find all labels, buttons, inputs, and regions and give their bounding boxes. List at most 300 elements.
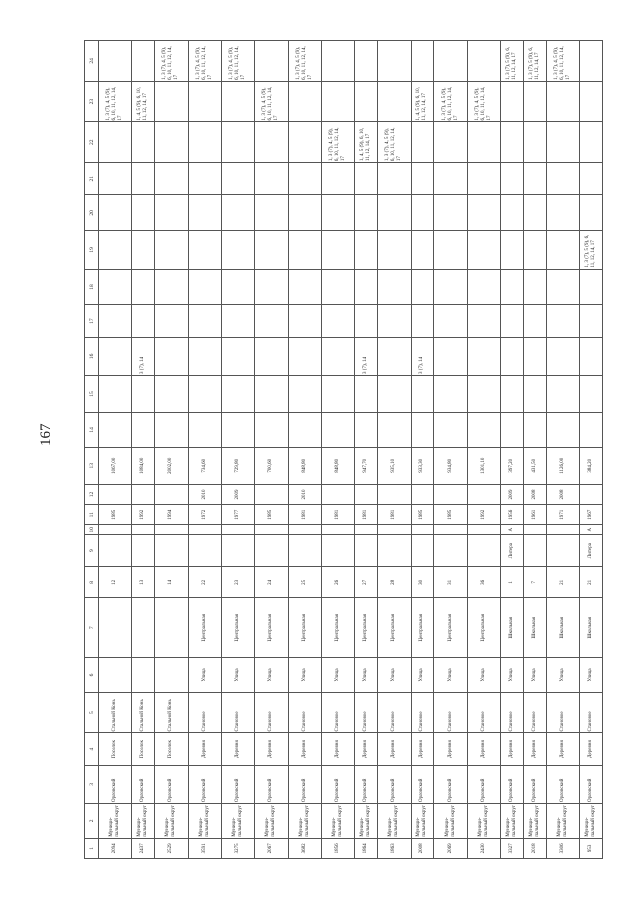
table-cell	[355, 484, 378, 504]
table-cell	[321, 375, 354, 412]
table-cell: Улица	[255, 658, 288, 693]
table-cell	[99, 122, 132, 163]
table-cell	[255, 413, 288, 448]
table-cell: 1, 3 (7), 4, 5 (9), 6, 10, 11, 12, 14, 17	[288, 41, 321, 82]
column-header: 3	[85, 765, 99, 803]
table-cell: Улица	[321, 658, 354, 693]
table-cell: Муници-пальный округ	[288, 804, 321, 839]
table-cell: Становое	[546, 692, 579, 733]
table-cell: Деревня	[411, 733, 434, 765]
table-cell	[99, 231, 132, 269]
table-cell: 2067	[255, 838, 288, 858]
table-cell	[155, 337, 188, 375]
table-cell	[523, 413, 546, 448]
table-cell	[321, 195, 354, 231]
table-cell: 1, 3 (7), 4, 5 (9), 6, 10, 11, 12, 14, 17	[255, 81, 288, 122]
column-header: 2	[85, 804, 99, 839]
table-cell	[155, 598, 188, 658]
table-cell	[378, 41, 411, 82]
table-cell: Улица	[546, 658, 579, 693]
table-cell: Деревня	[321, 733, 354, 765]
table-row	[378, 41, 411, 859]
table-cell	[467, 41, 500, 82]
table-cell: Улица	[378, 658, 411, 693]
table-cell: Муници-пальный округ	[99, 804, 132, 839]
table-cell	[467, 534, 500, 566]
table-cell: 7	[523, 567, 546, 598]
table-cell: 1864	[355, 838, 378, 858]
table-cell: Деревня	[378, 733, 411, 765]
register-table-container	[84, 40, 603, 859]
table-cell: Орловский	[288, 765, 321, 803]
table-cell: Школьная	[501, 598, 524, 658]
table-cell: 1863	[378, 838, 411, 858]
table-cell: 36	[467, 567, 500, 598]
table-cell	[155, 269, 188, 305]
table-cell: Муници-пальный округ	[355, 804, 378, 839]
table-cell: 3682	[288, 838, 321, 858]
table-cell	[467, 525, 500, 535]
table-cell: 1977	[221, 505, 254, 525]
column-header: 12	[85, 484, 99, 504]
table-cell: Деревня	[188, 733, 221, 765]
table-cell	[411, 231, 434, 269]
table-cell: 397,20	[501, 447, 524, 484]
table-cell: Муници-пальный округ	[467, 804, 500, 839]
table-cell	[580, 413, 603, 448]
table-cell	[501, 375, 524, 412]
table-cell: Литера	[501, 534, 524, 566]
column-header: 23	[85, 81, 99, 122]
table-cell	[221, 525, 254, 535]
table-cell	[378, 534, 411, 566]
table-cell: Улица	[434, 658, 467, 693]
table-cell: Муници-пальный округ	[580, 804, 603, 839]
table-cell: 1985	[99, 505, 132, 525]
table-cell	[221, 81, 254, 122]
table-cell	[501, 122, 524, 163]
table-row	[467, 41, 500, 859]
table-cell	[99, 534, 132, 566]
table-cell: 1, 3 (7), 4, 5 (9), 6, 10, 11, 12, 14, 17	[155, 41, 188, 82]
column-header: 16	[85, 337, 99, 375]
table-cell: Муници-пальный округ	[188, 804, 221, 839]
table-cell: 3 (7), 14	[411, 337, 434, 375]
table-cell	[188, 525, 221, 535]
table-cell: 26	[321, 567, 354, 598]
table-cell: 30	[411, 567, 434, 598]
table-cell	[580, 81, 603, 122]
table-cell	[355, 413, 378, 448]
table-cell	[321, 231, 354, 269]
table-cell: Орловский	[99, 765, 132, 803]
table-cell	[378, 375, 411, 412]
table-cell	[188, 231, 221, 269]
table-cell	[580, 305, 603, 337]
table-cell	[411, 122, 434, 163]
table-row	[501, 41, 524, 859]
table-cell: 21	[546, 567, 579, 598]
table-row	[288, 41, 321, 859]
table-cell: Становое	[188, 692, 221, 733]
table-cell	[132, 195, 155, 231]
table-cell	[434, 231, 467, 269]
table-cell: Деревня	[523, 733, 546, 765]
table-cell: 25	[288, 567, 321, 598]
table-row	[255, 41, 288, 859]
table-row	[321, 41, 354, 859]
table-cell	[99, 598, 132, 658]
table-cell	[221, 375, 254, 412]
table-cell	[501, 163, 524, 195]
table-cell	[434, 534, 467, 566]
table-cell	[580, 41, 603, 82]
table-row	[523, 41, 546, 859]
table-cell: 1, 3 (7), 4, 5 (9), 6, 10, 11, 12, 14, 17	[467, 81, 500, 122]
table-cell: 384,20	[580, 447, 603, 484]
column-header: 8	[85, 567, 99, 598]
table-cell: 23	[221, 567, 254, 598]
table-cell: 1967	[580, 505, 603, 525]
table-cell	[378, 413, 411, 448]
table-cell: 2018	[523, 838, 546, 858]
page-number: 167	[38, 423, 54, 446]
table-cell: 1301,10	[467, 447, 500, 484]
table-cell	[411, 163, 434, 195]
table-cell: 2010	[288, 484, 321, 504]
column-header: 14	[85, 413, 99, 448]
table-cell: Муници-пальный округ	[255, 804, 288, 839]
column-header: 19	[85, 231, 99, 269]
table-cell	[288, 413, 321, 448]
table-cell: Школьная	[546, 598, 579, 658]
table-cell	[188, 195, 221, 231]
table-cell: Становое	[411, 692, 434, 733]
table-cell	[155, 163, 188, 195]
table-cell: Орловский	[132, 765, 155, 803]
table-cell: Улица	[221, 658, 254, 693]
table-cell: Поселок	[99, 733, 132, 765]
table-cell	[188, 413, 221, 448]
table-cell: Орловский	[378, 765, 411, 803]
table-cell	[411, 413, 434, 448]
table-cell: 1981	[321, 505, 354, 525]
table-cell	[546, 81, 579, 122]
table-cell: Орловский	[255, 765, 288, 803]
table-cell: 1, 3 (7), 4, 5 (9), 6, 10, 11, 12, 14, 17	[378, 122, 411, 163]
table-cell: Муници-пальный округ	[546, 804, 579, 839]
table-cell: Орловский	[501, 765, 524, 803]
column-header: 1	[85, 838, 99, 858]
table-cell: Центральная	[255, 598, 288, 658]
table-cell	[355, 525, 378, 535]
table-cell	[321, 81, 354, 122]
table-cell: 848,80	[288, 447, 321, 484]
table-cell: Деревня	[467, 733, 500, 765]
table-cell: Деревня	[255, 733, 288, 765]
table-cell	[378, 269, 411, 305]
table-cell	[155, 484, 188, 504]
table-cell: 953	[580, 838, 603, 858]
table-cell	[99, 658, 132, 693]
table-cell	[255, 231, 288, 269]
table-cell	[411, 305, 434, 337]
table-cell	[355, 305, 378, 337]
table-cell: 3 (7), 14	[132, 337, 155, 375]
table-cell: Улица	[288, 658, 321, 693]
table-cell	[467, 122, 500, 163]
table-cell: 1992	[467, 505, 500, 525]
table-cell	[188, 305, 221, 337]
table-cell	[523, 375, 546, 412]
table-cell	[411, 41, 434, 82]
table-cell: 31	[434, 567, 467, 598]
table-cell: 1985	[434, 505, 467, 525]
table-cell	[132, 658, 155, 693]
table-cell	[288, 525, 321, 535]
table-cell: 2009	[501, 484, 524, 504]
table-cell	[501, 269, 524, 305]
table-cell: Центральная	[467, 598, 500, 658]
table-cell: Улица	[580, 658, 603, 693]
table-cell	[467, 231, 500, 269]
table-cell	[355, 195, 378, 231]
table-cell	[99, 337, 132, 375]
table-cell: 1, 4, 5 (9), 6, 10, 11, 12, 14, 17	[411, 81, 434, 122]
table-cell: Орловский	[546, 765, 579, 803]
table-cell: 1981	[288, 505, 321, 525]
table-cell: Муници-пальный округ	[321, 804, 354, 839]
table-cell	[99, 305, 132, 337]
table-cell	[580, 195, 603, 231]
table-cell: 2529	[155, 838, 188, 858]
table-cell: 1961	[523, 505, 546, 525]
table-cell: Орловский	[221, 765, 254, 803]
table-cell: Орловский	[434, 765, 467, 803]
table-cell: 1, 3 (7), 5 (9), 6, 11, 12, 14, 17	[501, 41, 524, 82]
table-cell	[155, 534, 188, 566]
table-cell	[434, 305, 467, 337]
table-cell: Центральная	[288, 598, 321, 658]
table-cell: 700,60	[255, 447, 288, 484]
table-cell	[523, 163, 546, 195]
table-cell	[255, 337, 288, 375]
table-cell: 1, 3 (7), 4, 5 (9), 6, 10, 11, 12, 14, 17	[546, 41, 579, 82]
table-cell	[501, 337, 524, 375]
table-cell	[99, 163, 132, 195]
table-cell: 2008	[546, 484, 579, 504]
table-cell: 22	[188, 567, 221, 598]
register-table	[84, 40, 603, 859]
table-cell	[546, 269, 579, 305]
table-cell: Центральная	[411, 598, 434, 658]
table-cell: 933,30	[411, 447, 434, 484]
table-cell	[434, 163, 467, 195]
table-cell: Поселок	[132, 733, 155, 765]
table-cell	[467, 375, 500, 412]
table-cell	[288, 81, 321, 122]
table-cell	[155, 413, 188, 448]
table-cell	[221, 534, 254, 566]
table-cell: 1, 4, 5 (9), 6, 10, 11, 12, 14, 17	[132, 81, 155, 122]
table-cell: Деревня	[355, 733, 378, 765]
table-row	[188, 41, 221, 859]
table-cell	[580, 269, 603, 305]
table-cell: 13	[132, 567, 155, 598]
table-cell	[546, 122, 579, 163]
table-cell	[523, 81, 546, 122]
table-cell	[467, 163, 500, 195]
table-cell	[255, 484, 288, 504]
table-cell: Становое	[378, 692, 411, 733]
column-header: 13	[85, 447, 99, 484]
table-cell	[378, 231, 411, 269]
table-cell	[221, 337, 254, 375]
table-cell: 1126,00	[546, 447, 579, 484]
table-cell: Центральная	[378, 598, 411, 658]
table-cell: 12	[99, 567, 132, 598]
table-cell	[523, 195, 546, 231]
table-cell	[580, 337, 603, 375]
table-cell	[467, 337, 500, 375]
table-cell: 1, 4, 5 (9), 6, 10, 11, 12, 14, 17	[355, 122, 378, 163]
table-cell	[132, 305, 155, 337]
table-row	[155, 41, 188, 859]
table-cell	[221, 413, 254, 448]
table-cell	[378, 81, 411, 122]
table-cell: 3306	[546, 838, 579, 858]
table-cell: Центральная	[321, 598, 354, 658]
column-header: 6	[85, 658, 99, 693]
table-cell: 1, 3 (7), 5 (9), 6, 11, 12, 14, 17	[523, 41, 546, 82]
table-cell	[546, 525, 579, 535]
table-cell: Стальной Конь	[155, 692, 188, 733]
table-cell	[434, 484, 467, 504]
table-cell: Становое	[434, 692, 467, 733]
table-cell	[411, 484, 434, 504]
table-cell	[434, 525, 467, 535]
table-cell	[321, 534, 354, 566]
table-cell: Муници-пальный округ	[411, 804, 434, 839]
table-cell: А	[580, 525, 603, 535]
table-cell	[546, 195, 579, 231]
table-cell	[255, 305, 288, 337]
table-cell: Деревня	[288, 733, 321, 765]
table-cell: 1067,00	[99, 447, 132, 484]
column-header: 24	[85, 41, 99, 82]
table-row	[580, 41, 603, 859]
table-cell: Улица	[467, 658, 500, 693]
table-cell	[378, 163, 411, 195]
table-cell: Литера	[580, 534, 603, 566]
table-cell	[155, 375, 188, 412]
table-cell	[288, 305, 321, 337]
table-cell: 2002,00	[155, 447, 188, 484]
table-cell	[546, 534, 579, 566]
table-cell: Школьная	[523, 598, 546, 658]
table-cell: Становое	[467, 692, 500, 733]
table-cell	[188, 337, 221, 375]
table-cell	[221, 269, 254, 305]
table-cell: 2010	[188, 484, 221, 504]
table-row	[221, 41, 254, 859]
table-cell: 3275	[221, 838, 254, 858]
table-cell	[355, 375, 378, 412]
table-cell	[523, 305, 546, 337]
table-cell: Улица	[355, 658, 378, 693]
table-cell	[99, 484, 132, 504]
table-cell	[155, 305, 188, 337]
table-cell	[132, 41, 155, 82]
table-cell: 3591	[188, 838, 221, 858]
table-cell	[523, 525, 546, 535]
table-cell	[155, 658, 188, 693]
table-cell	[580, 122, 603, 163]
table-cell	[221, 163, 254, 195]
table-cell	[434, 375, 467, 412]
table-cell	[546, 305, 579, 337]
table-cell	[99, 41, 132, 82]
table-cell	[321, 413, 354, 448]
table-cell: 935,10	[378, 447, 411, 484]
table-cell	[501, 195, 524, 231]
table-cell: Улица	[411, 658, 434, 693]
table-cell: 1971	[546, 505, 579, 525]
table-cell: 2008	[523, 484, 546, 504]
column-header: 10	[85, 525, 99, 535]
table-cell: 1, 3 (7), 4, 5 (9), 6, 10, 11, 12, 14, 17	[221, 41, 254, 82]
table-cell	[255, 41, 288, 82]
table-cell: Поселок	[155, 733, 188, 765]
table-cell	[288, 534, 321, 566]
table-cell	[321, 41, 354, 82]
table-cell	[255, 195, 288, 231]
table-cell	[580, 163, 603, 195]
table-cell: 24	[255, 567, 288, 598]
table-cell	[378, 525, 411, 535]
table-cell	[132, 231, 155, 269]
table-cell: 21	[580, 567, 603, 598]
table-cell	[321, 305, 354, 337]
table-cell	[132, 598, 155, 658]
table-cell: Становое	[321, 692, 354, 733]
table-cell	[288, 195, 321, 231]
table-cell	[378, 337, 411, 375]
table-cell: 1856	[321, 838, 354, 858]
table-cell: Становое	[523, 692, 546, 733]
table-cell	[434, 195, 467, 231]
table-cell	[378, 195, 411, 231]
table-cell: Муници-пальный округ	[501, 804, 524, 839]
table-cell	[411, 534, 434, 566]
table-cell	[411, 195, 434, 231]
table-cell: Орловский	[155, 765, 188, 803]
table-cell	[411, 525, 434, 535]
table-cell	[255, 534, 288, 566]
table-cell	[132, 413, 155, 448]
table-cell	[132, 122, 155, 163]
table-cell: Муници-пальный округ	[155, 804, 188, 839]
table-cell	[434, 122, 467, 163]
table-cell	[355, 534, 378, 566]
table-cell: Улица	[523, 658, 546, 693]
table-cell: Орловский	[188, 765, 221, 803]
table-cell	[546, 163, 579, 195]
table-cell	[321, 484, 354, 504]
column-header: 9	[85, 534, 99, 566]
table-cell: Деревня	[434, 733, 467, 765]
table-cell	[523, 337, 546, 375]
